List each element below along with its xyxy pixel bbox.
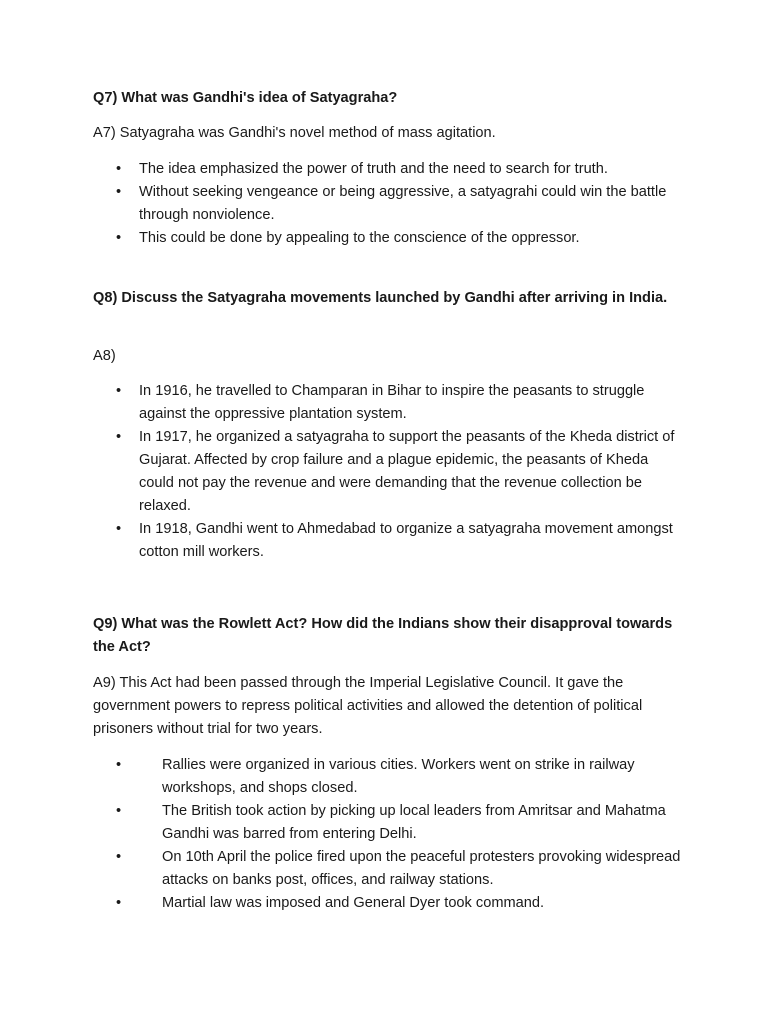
list-item: • In 1916, he travelled to Champaran in Bihar to inspire the peasants to struggle against the oppressive plantation system.	[93, 380, 683, 426]
list-item: • This could be done by appealing to the conscience of the oppressor.	[93, 227, 683, 250]
bullet-icon: •	[116, 849, 122, 865]
bullet-icon: •	[116, 230, 122, 246]
list-item: • The idea emphasized the power of truth and the need to search for truth.	[93, 158, 683, 181]
bullet-icon: •	[116, 895, 122, 911]
bullet-icon: •	[116, 161, 122, 177]
answer-a9: A9) This Act had been passed through the Imperial Legislative Council. It gave the government powers to repress political activities and allowed the detention of political prisoners without trial for two years.	[93, 675, 643, 737]
question-q9: Q9) What was the Rowlett Act? How did the Indians show their disapproval towards the Act?	[93, 616, 673, 655]
bullet-icon: •	[116, 521, 122, 537]
list-item: • On 10th April the police fired upon the peaceful protesters provoking widespread attacks on banks post, offices, and railway stations.	[93, 846, 683, 892]
list-item: • Martial law was imposed and General Dyer took command.	[93, 892, 683, 915]
list-item: • Without seeking vengeance or being aggressive, a satyagrahi could win the battle through nonviolence.	[93, 181, 683, 227]
bullet-list-q9	[93, 754, 683, 915]
answer-a7: A7) Satyagraha was Gandhi's novel method of mass agitation.	[93, 125, 496, 141]
bullet-list-q7	[93, 158, 683, 250]
list-item: • In 1918, Gandhi went to Ahmedabad to organize a satyagraha movement amongst cotton mill workers.	[93, 518, 683, 564]
list-item: • The British took action by picking up local leaders from Amritsar and Mahatma Gandhi was barred from entering Delhi.	[93, 800, 683, 846]
bullet-icon: •	[116, 757, 122, 773]
list-item: • Rallies were organized in various cities. Workers went on strike in railway workshops, and shops closed.	[93, 754, 683, 800]
bullet-icon: •	[116, 383, 122, 399]
list-item: • In 1917, he organized a satyagraha to support the peasants of the Kheda district of Gujarat. Affected by crop failure and a plague epidemic, the peasants of Kheda could not pay the revenue and were demanding that the revenue collection be relaxed.	[93, 426, 683, 518]
bullet-list-q8	[93, 380, 683, 564]
answer-a8: A8)	[93, 348, 116, 364]
bullet-icon: •	[116, 803, 122, 819]
question-q8: Q8) Discuss the Satyagraha movements launched by Gandhi after arriving in India.	[93, 290, 668, 306]
question-q7: Q7) What was Gandhi's idea of Satyagraha?	[93, 90, 398, 106]
bullet-icon: •	[116, 429, 122, 445]
bullet-icon: •	[116, 184, 122, 200]
